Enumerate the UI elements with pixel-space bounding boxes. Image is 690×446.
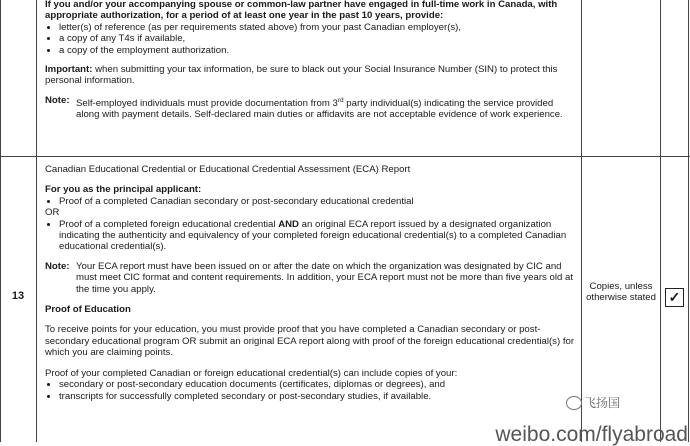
education-block <box>45 164 577 402</box>
row-separator <box>0 156 690 157</box>
note-text: Your ECA report must have been issued on or after the date on which the organization was designated by CIC and must meet CIC format and content requirements. In addition, your ECA report must not be more than five years old at the time you apply. <box>76 260 573 295</box>
important-text: when submitting your tax information, be sure to black out your Social Insurance Number (SIN) to protect this personal information. <box>45 64 558 87</box>
table-border-left <box>0 0 1 442</box>
important-paragraph <box>45 64 577 87</box>
note-text-a: Self-employed individuals must provide documentation from 3 <box>76 98 338 110</box>
list-item: • secondary or post-secondary education documents (certificates, diplomas or degrees), and <box>59 379 577 390</box>
note-sup: rd <box>337 96 344 104</box>
note-label: Note: <box>45 94 70 106</box>
principal-heading: For you as the principal applicant: <box>45 184 202 196</box>
list-item: • letter(s) of reference (as per requirements stated above) from your past Canadian employer(s), <box>59 22 577 33</box>
list-item: • a copy of any T4s if available, <box>59 33 577 44</box>
work-intro: If you and/or your accompanying spouse or common-law partner have engaged in full-time work in Canada, with appropriate authorization, for a period of at least one year in the past 10 years, provide: <box>45 0 558 22</box>
note-label: Note: <box>45 260 70 272</box>
eca-note <box>45 261 577 295</box>
important-label: Important: <box>45 64 93 76</box>
list-item: • transcripts for successfully completed secondary or post-secondary studies, if available. <box>59 391 577 402</box>
principal-bullets-2 <box>45 219 577 253</box>
weibo-icon <box>566 396 582 410</box>
section-title: Canadian Educational Credential or Educational Credential Assessment (ECA) Report <box>45 164 411 175</box>
list-item: • Proof of a completed foreign educational credential AND an original ECA report issued by a designated organization indicating the authenticity and equivalency of your completed foreign educational credential(s) to a completed Canadian educational credential(s). <box>59 219 577 253</box>
table-divider-copies <box>660 0 661 442</box>
or-separator: OR <box>45 207 60 219</box>
row-number: 13 <box>11 290 25 302</box>
watermark-handle: 飞扬国 <box>584 396 621 410</box>
table-divider-content <box>581 0 582 442</box>
watermark-url: weibo.com/flyabroad <box>495 422 688 446</box>
list-item: • Proof of a completed Canadian secondary or post-secondary educational credential <box>59 196 577 207</box>
work-experience-block <box>45 0 577 121</box>
work-bullets <box>45 22 577 56</box>
table-border-right <box>688 0 689 442</box>
proof-paragraph: To receive points for your education, you must provide proof that you have completed a Canadian secondary or post-secondary educational program OR submit an original ECA report along with proof of the foreign educational credential(s) for which you are claiming points. <box>45 324 575 359</box>
copies-bullets <box>45 379 577 402</box>
copies-intro: Proof of your completed Canadian or foreign educational credential(s) can include copies of your: <box>45 367 458 379</box>
principal-bullets-1 <box>45 196 577 207</box>
copies-label: Copies, unless otherwise stated <box>586 281 656 304</box>
self-employed-note <box>45 95 577 121</box>
note-text-b: party individual(s) indicating the service provided along with payment details. Self-declared main duties or affidavits are not acceptable evidence of work experience. <box>76 98 563 121</box>
checkbox[interactable]: ✓ <box>665 288 684 307</box>
list-item: • a copy of the employment authorization. <box>59 45 577 56</box>
table-divider-number <box>36 0 37 442</box>
proof-heading: Proof of Education <box>45 304 131 316</box>
